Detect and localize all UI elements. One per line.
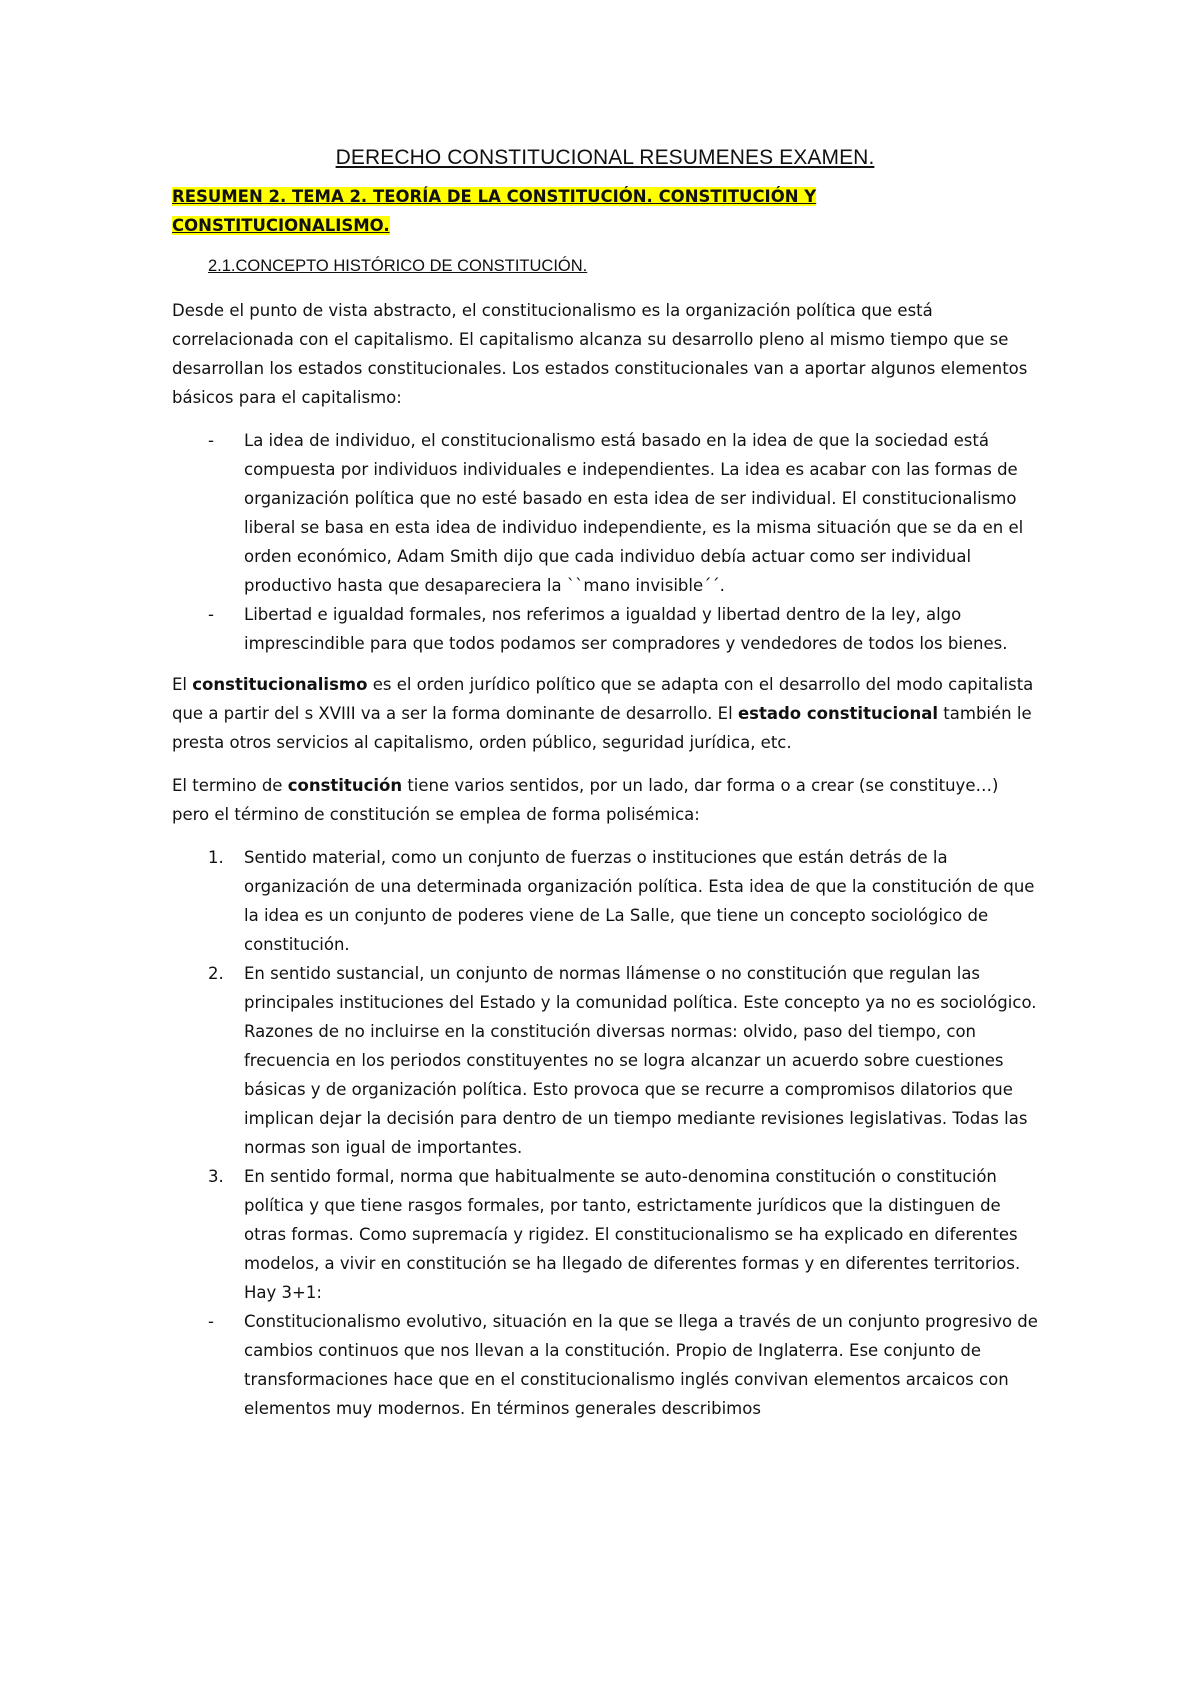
bold-term: estado constitucional (737, 704, 939, 723)
list-item-text: Sentido material, como un conjunto de fuerzas o instituciones que están detrás de la organización de una determinada organización política. Esta idea de que la constitución de que la idea es un conjunto de poderes viene de La Salle, que tiene un concepto sociológico de constitución. (244, 848, 1035, 954)
list-item (172, 843, 1038, 959)
dash-list-2 (172, 1307, 1038, 1423)
section-heading (172, 182, 1038, 240)
dash-marker: - (208, 605, 214, 624)
text-run: también le presta otros servicios al capitalismo, orden público, seguridad jurídica, etc. (172, 704, 1032, 752)
list-item-text: Libertad e igualdad formales, nos referimos a igualdad y libertad dentro de la ley, algo imprescindible para que todos podamos ser compradores y vendedores de todos los bienes. (244, 605, 1008, 653)
bold-term: constitucionalismo (192, 675, 368, 694)
text-run: tiene varios sentidos, por un lado, dar forma o a crear (se constituye…) pero el término de constitución se emplea de forma polisémica: (172, 776, 999, 824)
constitucionalismo-paragraph (172, 670, 1038, 757)
highlighted-heading-text: RESUMEN 2. TEMA 2. TEORÍA DE LA CONSTITUCIÓN. CONSTITUCIÓN Y CONSTITUCIONALISMO. (172, 187, 817, 235)
document-content (172, 146, 1038, 1435)
list-item (172, 426, 1038, 600)
bold-term: constitución (287, 776, 403, 795)
list-item-text: En sentido sustancial, un conjunto de normas llámense o no constitución que regulan las principales instituciones del Estado y la comunidad política. Este concepto ya no es sociológico. Razones de no incluirse en la constitución diversas normas: olvido, paso del tiempo, con frecuencia en los periodos constituyentes no se logra alcanzar un acuerdo sobre cuestiones básicas y de organización política. Esto provoca que se recurre a compromisos dilatorios que implican dejar la decisión para dentro de un tiempo mediante revisiones legislativas. Todas las normas son igual de importantes. (244, 964, 1037, 1157)
number-marker: 1. (208, 848, 224, 867)
list-item (172, 600, 1038, 658)
list-item (172, 1307, 1038, 1423)
list-item-text: En sentido formal, norma que habitualmente se auto-denomina constitución o constitución política y que tiene rasgos formales, por tanto, estrictamente jurídicos que la distinguen de otras formas. Como supremacía y rigidez. El constitucionalismo se ha explicado en diferentes modelos, a vivir en constitución se ha llegado de diferentes formas y en diferentes territorios. Hay 3+1: (244, 1167, 1021, 1302)
subsection-heading: 2.1.CONCEPTO HISTÓRICO DE CONSTITUCIÓN. (208, 257, 588, 275)
number-marker: 3. (208, 1167, 224, 1186)
list-item (172, 959, 1038, 1162)
dash-marker: - (208, 1312, 214, 1331)
text-run: El (172, 675, 193, 694)
numbered-list (172, 843, 1038, 1307)
dash-list (172, 426, 1038, 658)
list-item (172, 1162, 1038, 1307)
intro-paragraph: Desde el punto de vista abstracto, el constitucionalismo es la organización política que está correlacionada con el capitalismo. El capitalismo alcanza su desarrollo pleno al mismo tiempo que se desarrollan los estados constitucionales. Los estados constitucionales van a aportar algunos elementos básicos para el capitalismo: (172, 301, 1028, 407)
dash-marker: - (208, 431, 214, 450)
constitucion-paragraph (172, 771, 1038, 829)
document-title: DERECHO CONSTITUCIONAL RESUMENES EXAMEN. (335, 146, 875, 169)
list-item-text: Constitucionalismo evolutivo, situación en la que se llega a través de un conjunto progresivo de cambios continuos que nos llevan a la constitución. Propio de Inglaterra. Ese conjunto de transformaciones hace que en el constitucionalismo inglés convivan elementos arcaicos con elementos muy modernos. En términos generales describimos (244, 1312, 1038, 1418)
text-run: El termino de (172, 776, 288, 795)
text-run: es el orden jurídico político que se adapta con el desarrollo del modo capitalista que a partir del s XVIII va a ser la forma dominante de desarrollo. El (172, 675, 1034, 723)
list-item-text: La idea de individuo, el constitucionalismo está basado en la idea de que la sociedad está compuesta por individuos individuales e independientes. La idea es acabar con las formas de organización política que no esté basado en esta idea de ser individual. El constitucionalismo liberal se basa en esta idea de individuo independiente, es la misma situación que se da en el orden económico, Adam Smith dijo que cada individuo debía actuar como ser individual productivo hasta que desapareciera la ``mano invisible´´. (244, 431, 1024, 595)
number-marker: 2. (208, 964, 224, 983)
